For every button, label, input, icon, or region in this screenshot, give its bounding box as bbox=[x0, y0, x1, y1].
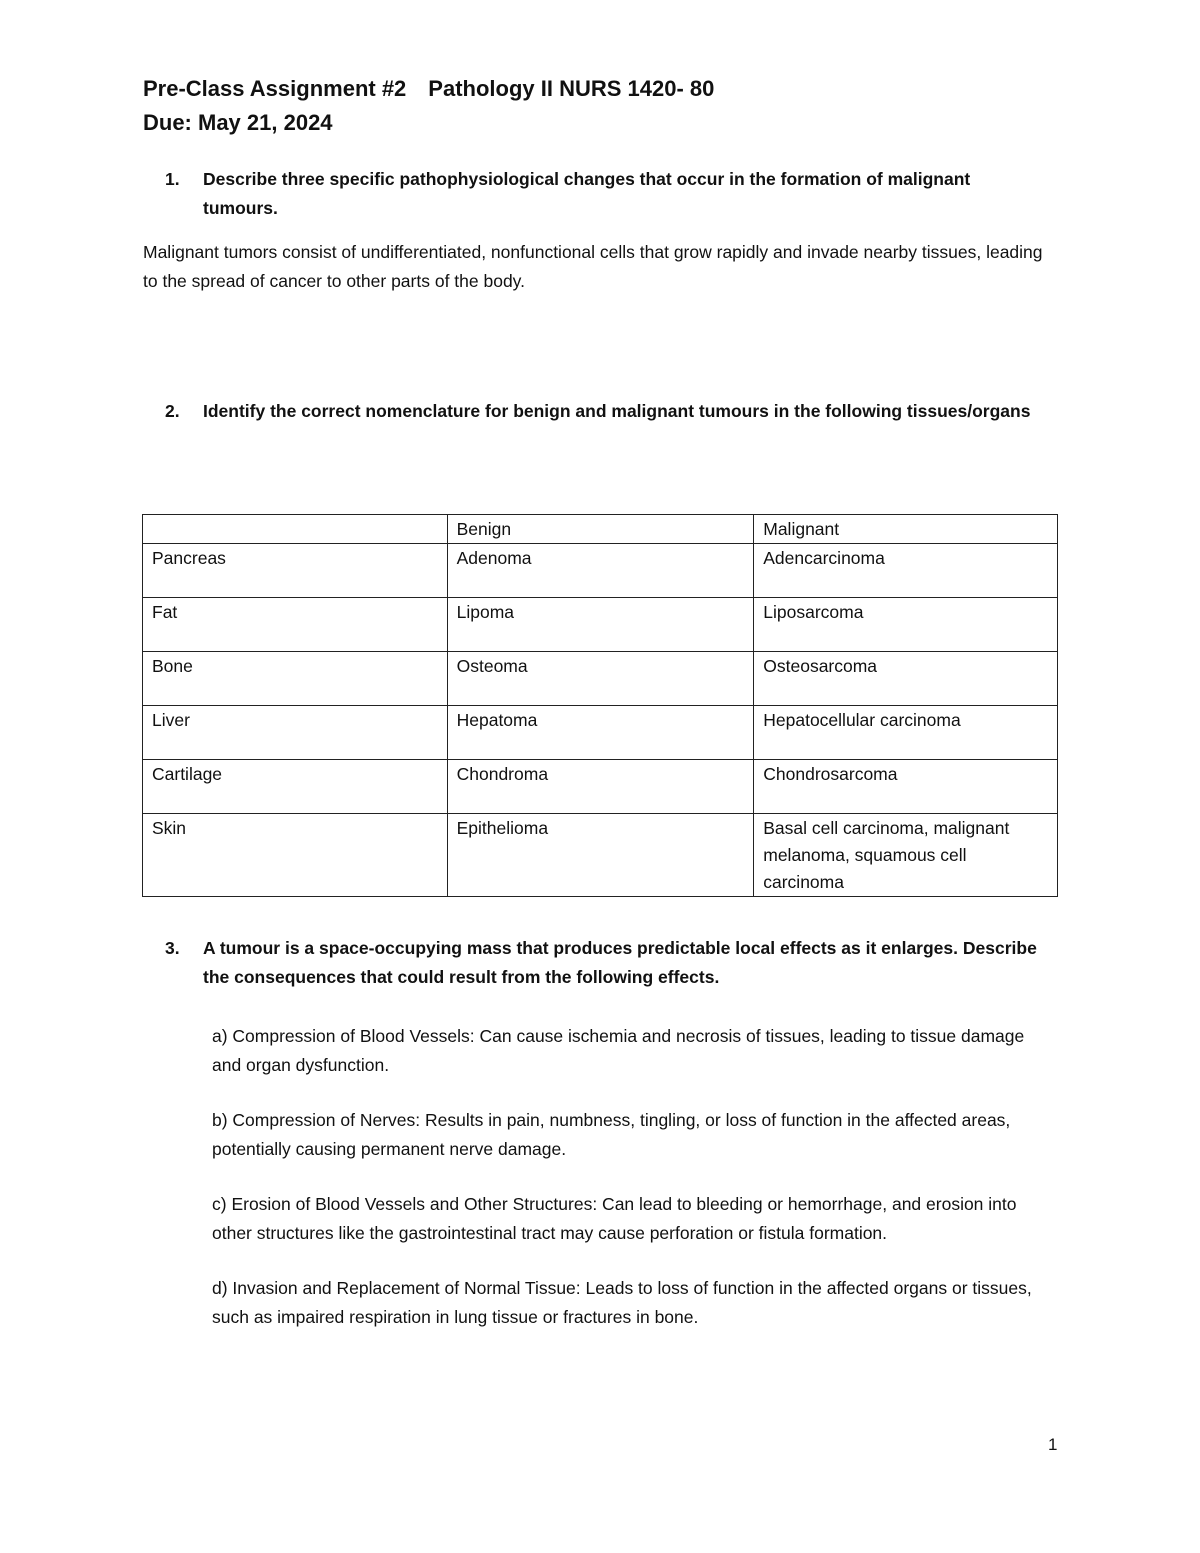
table-header-cell bbox=[143, 515, 448, 544]
page-number: 1 bbox=[1048, 1435, 1058, 1454]
table-row bbox=[143, 760, 1058, 814]
table-header-cell: Malignant bbox=[754, 515, 1058, 544]
table-header-row bbox=[143, 515, 1058, 544]
question-number: 1. bbox=[165, 169, 180, 189]
question-text: Describe three specific pathophysiological changes that occur in the formation of malignant tumours. bbox=[203, 169, 971, 218]
table-row bbox=[143, 652, 1058, 706]
effects-list bbox=[212, 1022, 1057, 1358]
tissue-cell: Cartilage bbox=[143, 760, 448, 814]
tissue-cell: Pancreas bbox=[143, 544, 448, 598]
table-row bbox=[143, 706, 1058, 760]
table-header-cell: Benign bbox=[447, 515, 754, 544]
question-text: Identify the correct nomenclature for benign and malignant tumours in the following tissues/organs bbox=[203, 401, 1031, 421]
question-1 bbox=[165, 165, 1045, 223]
course-title: Pathology II NURS 1420- 80 bbox=[428, 76, 715, 101]
document-title bbox=[143, 76, 714, 102]
benign-cell: Osteoma bbox=[447, 652, 754, 706]
question-3 bbox=[165, 934, 1045, 992]
tissue-cell: Liver bbox=[143, 706, 448, 760]
question-text: A tumour is a space-occupying mass that produces predictable local effects as it enlarges. Describe the consequences that could result from the following effects. bbox=[203, 938, 1037, 987]
benign-cell: Adenoma bbox=[447, 544, 754, 598]
assignment-title: Pre-Class Assignment #2 bbox=[143, 76, 407, 101]
benign-cell: Chondroma bbox=[447, 760, 754, 814]
benign-cell: Epithelioma bbox=[447, 814, 754, 897]
effect-item: b) Compression of Nerves: Results in pain, numbness, tingling, or loss of function in the affected areas, potentially causing permanent nerve damage. bbox=[212, 1110, 1011, 1159]
malignant-cell: Chondrosarcoma bbox=[754, 760, 1058, 814]
question-2 bbox=[165, 397, 1045, 426]
table-row bbox=[143, 598, 1058, 652]
effect-item: a) Compression of Blood Vessels: Can cause ischemia and necrosis of tissues, leading to tissue damage and organ dysfunction. bbox=[212, 1026, 1025, 1075]
question-number: 2. bbox=[165, 401, 180, 421]
table-row bbox=[143, 544, 1058, 598]
benign-cell: Hepatoma bbox=[447, 706, 754, 760]
effect-item: d) Invasion and Replacement of Normal Tissue: Leads to loss of function in the affected organs or tissues, such as impaired respiration in lung tissue or fractures in bone. bbox=[212, 1278, 1032, 1327]
tissue-cell: Skin bbox=[143, 814, 448, 897]
malignant-cell: Basal cell carcinoma, malignant melanoma, squamous cell carcinoma bbox=[754, 814, 1058, 897]
answer-1: Malignant tumors consist of undifferentiated, nonfunctional cells that grow rapidly and invade nearby tissues, leading to the spread of cancer to other parts of the body. bbox=[143, 242, 1043, 291]
due-date: Due: May 21, 2024 bbox=[143, 110, 333, 135]
tissue-cell: Bone bbox=[143, 652, 448, 706]
tissue-cell: Fat bbox=[143, 598, 448, 652]
table-row bbox=[143, 814, 1058, 897]
malignant-cell: Osteosarcoma bbox=[754, 652, 1058, 706]
effect-item: c) Erosion of Blood Vessels and Other Structures: Can lead to bleeding or hemorrhage, and erosion into other structures like the gastrointestinal tract may cause perforation or fistula formation. bbox=[212, 1194, 1017, 1243]
question-number: 3. bbox=[165, 938, 180, 958]
benign-cell: Lipoma bbox=[447, 598, 754, 652]
malignant-cell: Hepatocellular carcinoma bbox=[754, 706, 1058, 760]
malignant-cell: Liposarcoma bbox=[754, 598, 1058, 652]
malignant-cell: Adencarcinoma bbox=[754, 544, 1058, 598]
nomenclature-table bbox=[142, 514, 1058, 897]
